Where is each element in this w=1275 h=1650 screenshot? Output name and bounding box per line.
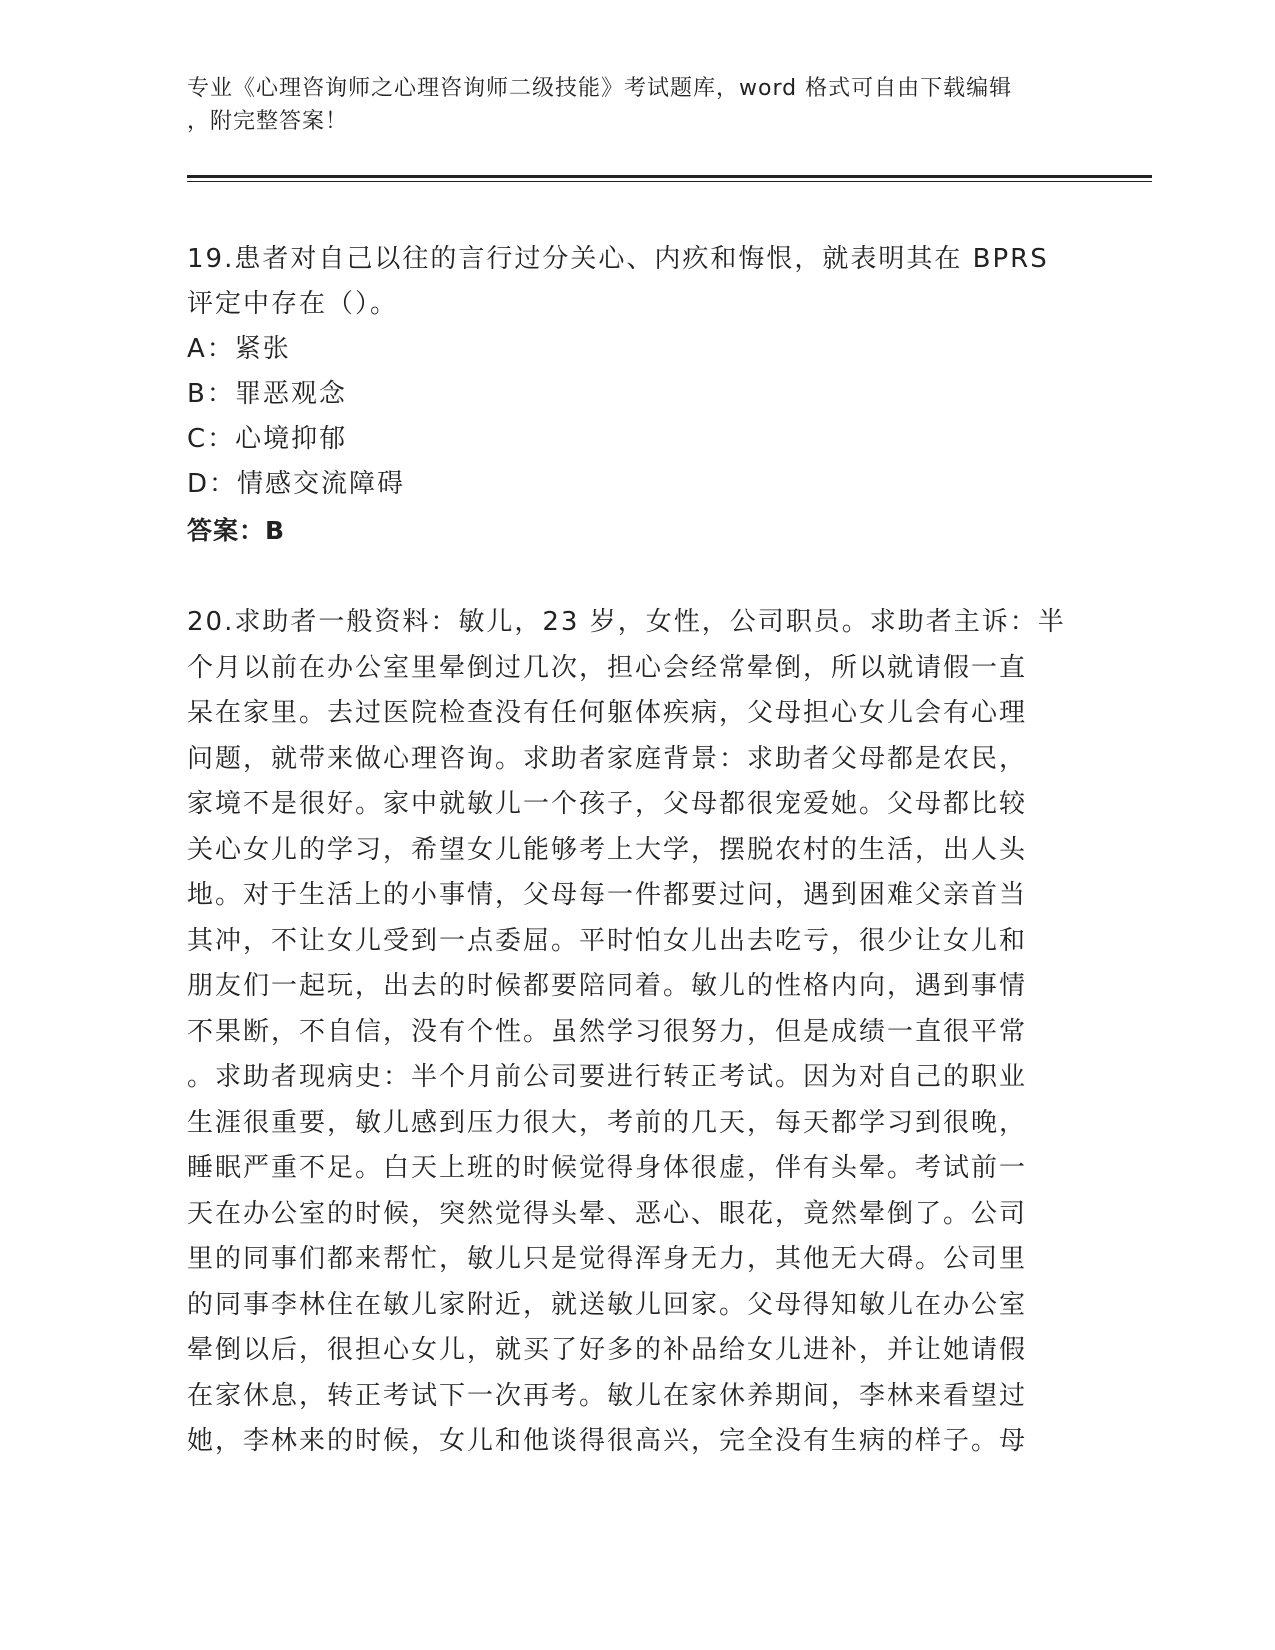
header-divider-thin [187,181,1152,182]
question-20-line: 其冲，不让女儿受到一点委屈。平时怕女儿出去吃亏，很少让女儿和 [187,925,1028,956]
question-20-line: 关心女儿的学习，希望女儿能够考上大学，摆脱农村的生活，出人头 [187,834,1028,865]
question-20-line: 地。对于生活上的小事情，父母每一件都要过问，遇到困难父亲首当 [187,880,1028,910]
header-line-2: ，附完整答案！ [187,109,349,134]
question-19-stem-line-1: 19.患者对自己以往的言行过分关心、内疚和悔恨，就表明其在 BPRS [187,244,1049,274]
question-20-line: 她，李林来的时候，女儿和他谈得很高兴，完全没有生病的样子。母 [187,1426,1028,1456]
question-20-line: 不果断，不自信，没有个性。虽然学习很努力，但是成绩一直很平常 [187,1016,1028,1047]
answer-label: 答案：B [187,516,286,545]
question-19-stem-line-2: 评定中存在（）。 [187,289,399,319]
question-20-line: 睡眠严重不足。白天上班的时候觉得身体很虚，伴有头晕。考试前一 [187,1153,1028,1183]
question-20-line: 朋友们一起玩，出去的时候都要陪同着。敏儿的性格内向，遇到事情 [187,971,1028,1001]
question-20-line: 在家休息，转正考试下一次再考。敏儿在家休养期间，李林来看望过 [187,1380,1028,1411]
question-20-line: 20.求助者一般资料：敏儿，23 岁，女性，公司职员。求助者主诉：半 [187,607,1066,637]
document-header [187,72,1067,138]
question-20-line: 家境不是很好。家中就敏儿一个孩子，父母都很宠爱她。父母都比较 [187,789,1028,819]
question-20-line: 晕倒以后，很担心女儿，就买了好多的补品给女儿进补，并让她请假 [187,1335,1028,1365]
question-19 [187,237,1087,553]
header-line-1: 专业《心理咨询师之心理咨询师二级技能》考试题库，word 格式可自由下载编辑 [187,76,1013,101]
option-c: C：心境抑郁 [187,424,348,454]
question-20-line: 天在办公室的时候，突然觉得头晕、恶心、眼花，竟然晕倒了。公司 [187,1198,1028,1229]
option-a: A：紧张 [187,334,291,364]
option-b: B：罪恶观念 [187,379,347,409]
question-20-line: 问题，就带来做心理咨询。求助者家庭背景：求助者父母都是农民， [187,743,1028,774]
question-20-line: 呆在家里。去过医院检查没有任何躯体疾病，父母担心女儿会有心理 [187,698,1028,728]
question-20-line: 里的同事们都来帮忙，敏儿只是觉得浑身无力，其他无大碍。公司里 [187,1244,1028,1274]
question-20-line: 。求助者现病史：半个月前公司要进行转正考试。因为对自己的职业 [187,1062,1028,1092]
option-d: D：情感交流障碍 [187,469,406,499]
question-20 [187,600,1087,1465]
question-20-line: 个月以前在办公室里晕倒过几次，担心会经常晕倒，所以就请假一直 [187,652,1028,683]
question-20-line: 生涯很重要，敏儿感到压力很大，考前的几天，每天都学习到很晚， [187,1107,1028,1138]
question-20-line: 的同事李林住在敏儿家附近，就送敏儿回家。父母得知敏儿在办公室 [187,1289,1028,1320]
header-divider-thick [187,175,1152,178]
